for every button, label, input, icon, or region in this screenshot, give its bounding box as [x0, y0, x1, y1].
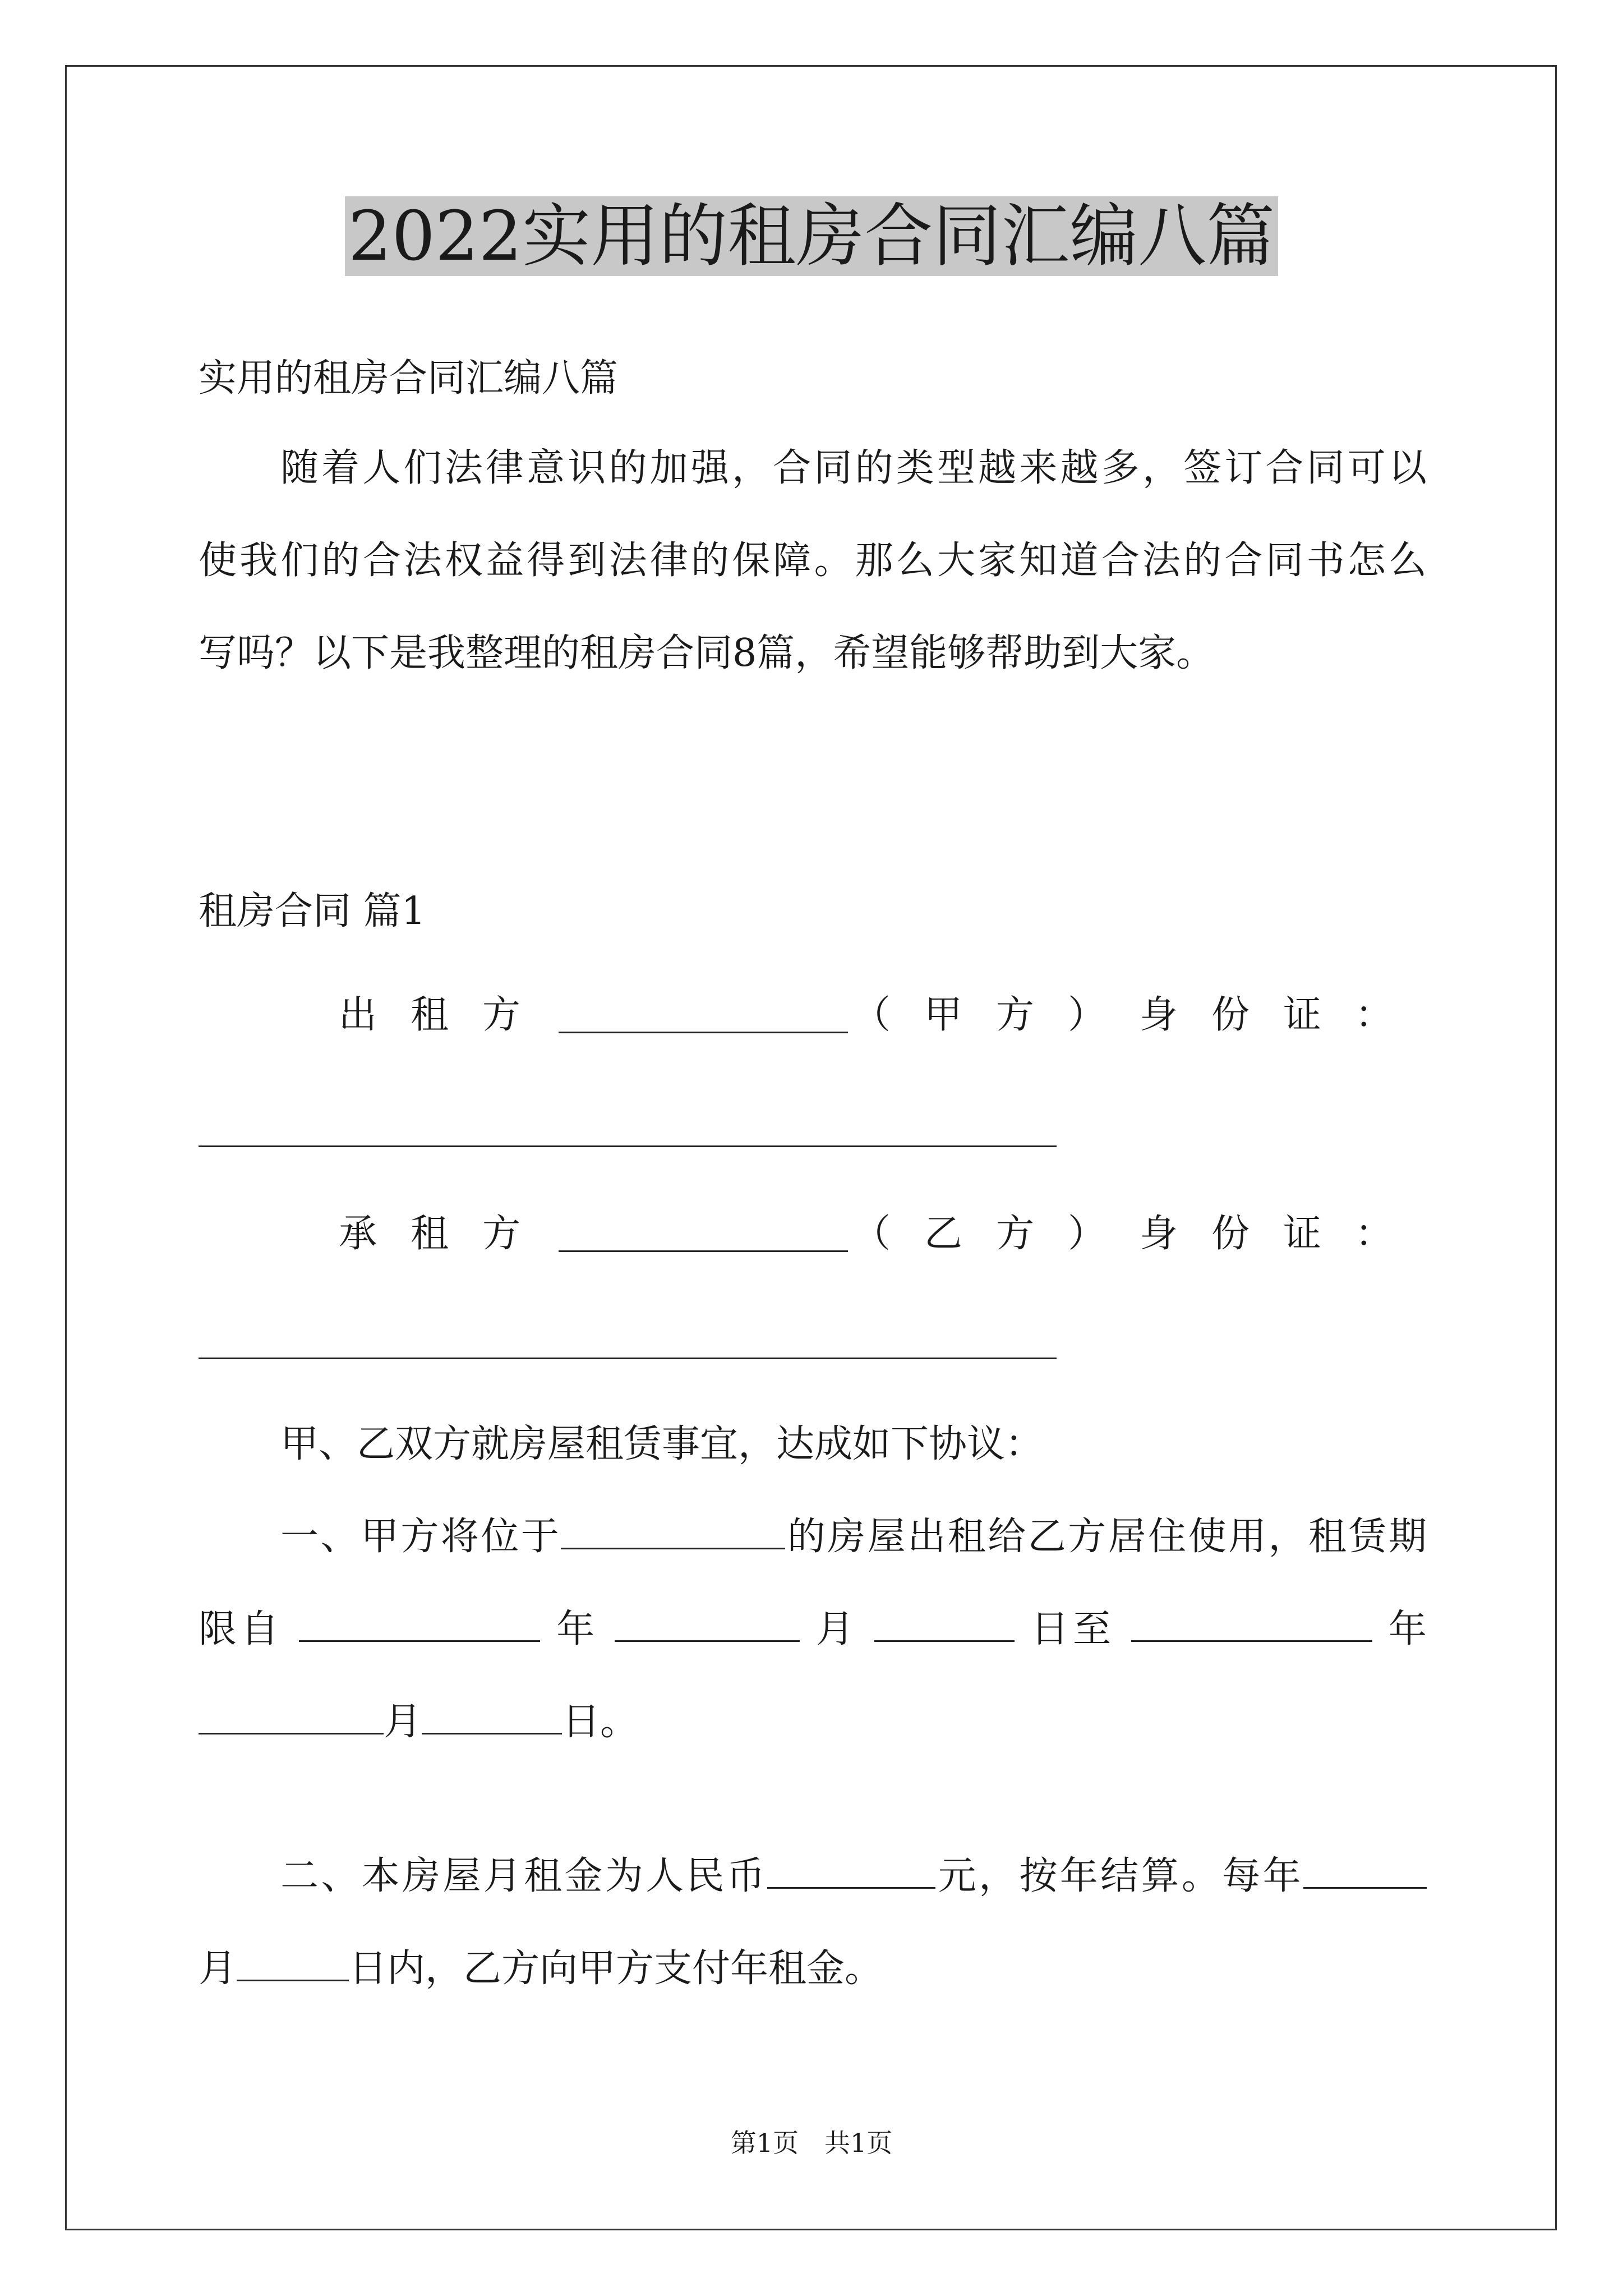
- end-month-blank[interactable]: [199, 1697, 384, 1734]
- document-title: 2022实用的租房合同汇编八篇: [0, 194, 1623, 278]
- intro-line-2: 使我们的合法权益得到法律的保障。那么大家知道合法的合同书怎么: [199, 539, 1427, 583]
- property-location-blank[interactable]: [561, 1512, 785, 1549]
- end-year-blank[interactable]: [1131, 1604, 1372, 1642]
- payment-month-blank[interactable]: [1303, 1851, 1427, 1889]
- section-heading: 租房合同 篇1: [199, 889, 426, 933]
- start-month-blank[interactable]: [615, 1604, 800, 1642]
- start-year-blank[interactable]: [299, 1604, 540, 1642]
- lessor-id-blank[interactable]: [199, 1145, 1057, 1147]
- agreement-intro: 甲、乙双方就房屋租赁事宜，达成如下协议：: [280, 1422, 1044, 1466]
- lessor-name-blank[interactable]: [559, 998, 848, 1033]
- clause-2-line-1: 二、本房屋月租金为人民币 元，按年结算。每年: [199, 1851, 1427, 1902]
- lessor-party-label: （甲方）: [852, 993, 1140, 1037]
- monthly-rent-blank[interactable]: [767, 1851, 935, 1889]
- start-day-blank[interactable]: [874, 1604, 1015, 1642]
- lessor-id-label: 身份证：: [1139, 993, 1427, 1037]
- clause-1-line-1: 一、甲方将位于 的房屋出租给乙方居住使用，租赁期: [199, 1512, 1427, 1562]
- lessor-row: [199, 990, 1427, 1041]
- page-footer: 第1页 共1页: [730, 2128, 893, 2158]
- lessee-role: 承租方: [339, 1212, 555, 1256]
- intro-line-3: 写吗？以下是我整理的租房合同8篇，希望能够帮助到大家。: [199, 631, 1215, 675]
- clause-1: [199, 1512, 1427, 1747]
- clause-2: [199, 1851, 1427, 1994]
- lessee-id-label: 身份证：: [1139, 1212, 1427, 1256]
- payment-day-blank[interactable]: [237, 1944, 349, 1981]
- intro-paragraph: [199, 443, 1427, 679]
- lessee-id-blank[interactable]: [199, 1358, 1057, 1359]
- document-subtitle: 实用的租房合同汇编八篇: [199, 356, 619, 401]
- lessee-row: [199, 1209, 1427, 1259]
- lessee-party-label: （乙方）: [852, 1212, 1140, 1256]
- intro-line-1: 随着人们法律意识的加强，合同的类型越来越多，签订合同可以: [280, 446, 1427, 490]
- clause-1-line-2: 限自 年 月 日至 年: [199, 1604, 1427, 1655]
- clause-1-line-3: 月 日。: [199, 1697, 1427, 1747]
- clause-2-line-2: 月 日内，乙方向甲方支付年租金。: [199, 1944, 1427, 1994]
- lessor-role: 出租方: [339, 993, 555, 1037]
- end-day-blank[interactable]: [422, 1697, 562, 1734]
- lessee-name-blank[interactable]: [559, 1217, 848, 1252]
